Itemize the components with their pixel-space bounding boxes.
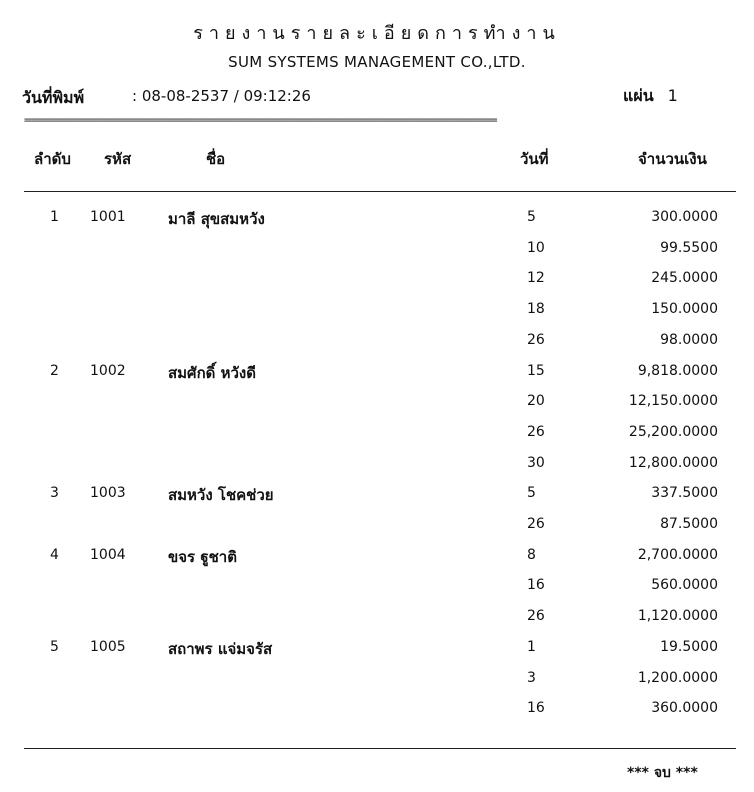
company-name: SUM SYSTEMS MANAGEMENT CO.,LTD. [228,53,526,71]
sheet-number: 1 [667,86,678,105]
entry-amount: 12,800.0000 [628,455,718,471]
end-marker: *** จบ *** [627,765,698,781]
entry-day: 12 [527,270,545,286]
entry-amount: 9,818.0000 [637,363,718,379]
employee-code: 1004 [90,547,126,563]
employee-name: มาลี สุขสมหวัง [168,210,265,228]
entry-amount: 300.0000 [651,209,718,225]
entry-amount: 337.5000 [651,485,718,501]
column-header-seq: ลำดับ [34,150,71,168]
footer-rule [24,748,736,749]
column-header-amount: จำนวนเงิน [638,150,707,168]
entry-amount: 98.0000 [660,332,718,348]
entry-day: 30 [527,455,545,471]
entry-amount: 560.0000 [651,577,718,593]
entry-day: 5 [527,485,536,501]
employee-name: สมหวัง โชคช่วย [168,486,274,504]
entry-amount: 1,120.0000 [637,608,718,624]
entry-amount: 99.5500 [660,240,718,256]
employee-seq: 4 [50,547,59,563]
employee-code: 1001 [90,209,126,225]
column-header-date: วันที่ [520,150,549,168]
employee-seq: 1 [50,209,59,225]
entry-day: 5 [527,209,536,225]
employee-name: ขจร ฐูชาติ [168,548,237,566]
employee-code: 1005 [90,639,126,655]
print-date-value: : 08-08-2537 / 09:12:26 [132,87,311,105]
employee-code: 1002 [90,363,126,379]
entry-day: 26 [527,424,545,440]
employee-seq: 3 [50,485,59,501]
employee-seq: 2 [50,363,59,379]
sheet-label: แผ่น [623,86,654,105]
employee-name: สมศักดิ์ หวังดี [168,364,256,382]
entry-amount: 245.0000 [651,270,718,286]
employee-seq: 5 [50,639,59,655]
entry-amount: 1,200.0000 [637,670,718,686]
entry-day: 8 [527,547,536,563]
entry-amount: 87.5000 [660,516,718,532]
header-rule [24,191,736,192]
entry-amount: 150.0000 [651,301,718,317]
column-header-code: รหัส [104,150,132,168]
entry-amount: 12,150.0000 [628,393,718,409]
entry-amount: 19.5000 [660,639,718,655]
entry-day: 1 [527,639,536,655]
column-header-name: ชื่อ [206,150,226,168]
entry-amount: 25,200.0000 [628,424,718,440]
entry-day: 3 [527,670,536,686]
sheet-info [623,84,678,109]
entry-day: 26 [527,516,545,532]
entry-day: 26 [527,332,545,348]
entry-day: 16 [527,700,545,716]
entry-day: 18 [527,301,545,317]
entry-amount: 360.0000 [651,700,718,716]
print-date-label: วันที่พิมพ์ [22,88,85,107]
entry-day: 15 [527,363,545,379]
employee-code: 1003 [90,485,126,501]
entry-amount: 2,700.0000 [637,547,718,563]
employee-name: สถาพร แจ่มจรัส [168,640,273,658]
entry-day: 16 [527,577,545,593]
entry-day: 10 [527,240,545,256]
separator-line: ================================================================================================ [24,116,497,126]
entry-day: 26 [527,608,545,624]
entry-day: 20 [527,393,545,409]
report-title: รายงานรายละเอียดการทำงาน [193,23,561,44]
